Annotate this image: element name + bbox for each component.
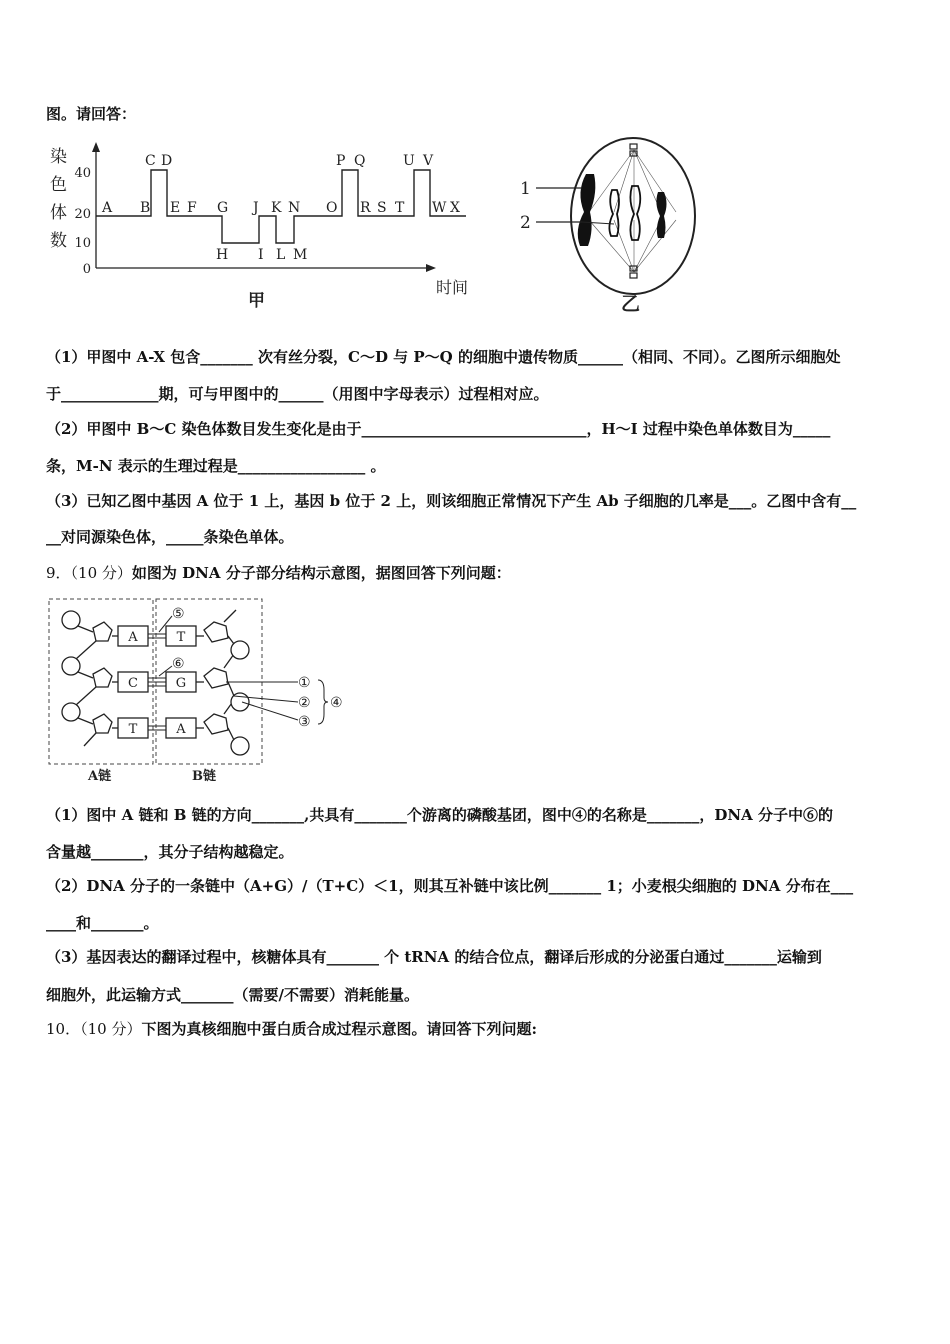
q9-title: 如图为 DNA 分子部分结构示意图，据图回答下列问题： bbox=[131, 564, 511, 582]
fig-jia-letter-E: E bbox=[170, 200, 181, 216]
q9-part3-line2: 细胞外，此运输方式_______（需要/不需要）消耗能量。 bbox=[46, 986, 419, 1004]
label-3: ③ bbox=[298, 714, 311, 730]
phosphate-b2-icon bbox=[231, 693, 249, 711]
q9-heading bbox=[46, 562, 511, 583]
fig-jia-letter-K: K bbox=[271, 200, 282, 216]
q8-part2-line2: 条，M-N 表示的生理过程是_________________ 。 bbox=[46, 457, 386, 475]
base-b2-label: G bbox=[175, 676, 187, 691]
q9-part2-line1: （2）DNA 分子的一条链中（A+G）/（T+C）＜1，则其互补链中该比例_______ 1；小麦根尖细胞的 DNA 分布在___ bbox=[46, 877, 854, 895]
fig-jia-letter-F: F bbox=[187, 200, 197, 216]
fig-jia-ytick-10: 10 bbox=[74, 236, 91, 251]
fig-jia-ylabel-2: 色 bbox=[50, 175, 67, 195]
q9-part2-line2: ____和_______。 bbox=[46, 914, 159, 932]
phosphate-a2-icon bbox=[62, 657, 80, 675]
fig-jia-letter-J: J bbox=[253, 200, 259, 216]
intro-text: 图。请回答： bbox=[46, 105, 137, 123]
q8-part3-line2: __对同源染色体，_____条染色单体。 bbox=[46, 528, 294, 546]
fig-jia-letter-T: T bbox=[395, 200, 405, 216]
fig-jia-letter-B: B bbox=[140, 200, 151, 216]
fig-jia-letter-P: P bbox=[336, 153, 346, 169]
q9-part1-line1: （1）图中 A 链和 B 链的方向_______,共具有_______个游离的磷酸基团，图中④的名称是_______，DNA 分子中⑥的 bbox=[46, 806, 833, 824]
fig-jia-letter-M: M bbox=[293, 247, 308, 263]
fig-yi-label-2: 2 bbox=[520, 213, 531, 233]
fig-jia-letter-O: O bbox=[326, 200, 338, 216]
chromosome-4-icon bbox=[656, 192, 666, 238]
phosphate-b3-icon bbox=[231, 737, 249, 755]
phosphate-a1-icon bbox=[62, 611, 80, 629]
q8-part1-line2: 于_____________期，可与甲图中的______（用图中字母表示）过程相对应。 bbox=[46, 385, 549, 403]
chromosome-3-icon bbox=[630, 186, 640, 240]
fig-jia-ytick-0: 0 bbox=[82, 262, 91, 277]
fig-jia-ylabel-4: 数 bbox=[50, 231, 67, 251]
sugar-a3-icon bbox=[93, 714, 112, 733]
figure-dna bbox=[46, 596, 356, 786]
phosphate-b1-icon bbox=[231, 641, 249, 659]
fig-jia-x-arrow bbox=[426, 264, 436, 272]
figure-yi bbox=[516, 132, 706, 316]
base-a1-label: A bbox=[128, 630, 138, 645]
fig-jia-letter-V: V bbox=[423, 153, 434, 169]
fig-jia-letter-I: I bbox=[258, 247, 264, 263]
fig-jia-letter-L: L bbox=[276, 247, 286, 263]
fig-jia-letter-N: N bbox=[288, 200, 301, 216]
fig-jia-letter-A: A bbox=[102, 200, 113, 216]
fig-jia-letter-R: R bbox=[360, 200, 371, 216]
fig-jia-xlabel: 时间 bbox=[436, 278, 469, 297]
fig-jia-ylabel-3: 体 bbox=[50, 203, 67, 223]
chromosome-1-icon bbox=[578, 174, 596, 246]
sugar-a1-icon bbox=[93, 622, 112, 641]
q8-part3-line1: （3）已知乙图中基因 A 位于 1 上，基因 b 位于 2 上，则该细胞正常情况下产生 Ab 子细胞的几率是___。乙图中含有__ bbox=[46, 492, 857, 510]
q8-part1-line1: （1）甲图中 A-X 包含_______ 次有丝分裂，C～D 与 P～Q 的细胞中遗传物质______（相同、不同）。乙图所示细胞处 bbox=[46, 348, 841, 366]
chromosome-2-icon bbox=[609, 190, 619, 236]
fig-jia-letter-Q: Q bbox=[354, 153, 366, 169]
label-6: ⑥ bbox=[172, 656, 185, 672]
fig-jia-letter-X: X bbox=[450, 200, 460, 216]
fig-jia-letter-C: C bbox=[145, 153, 156, 169]
sugar-b2-icon bbox=[204, 668, 228, 688]
label-5: ⑤ bbox=[172, 606, 185, 622]
fig-jia-ytick-20: 20 bbox=[74, 207, 91, 222]
fig-yi-caption: 乙 bbox=[621, 293, 641, 315]
label-1: ① bbox=[298, 675, 311, 691]
fig-jia-y-arrow bbox=[92, 142, 100, 152]
fig-jia-letter-H: H bbox=[216, 247, 229, 263]
base-a2-label: C bbox=[128, 676, 138, 691]
strand-b-label: B链 bbox=[192, 769, 216, 784]
base-a3-label: T bbox=[128, 722, 138, 737]
fig-jia-letter-W: W bbox=[432, 200, 447, 216]
base-b3-label: A bbox=[176, 722, 186, 737]
phosphate-a3-icon bbox=[62, 703, 80, 721]
q10-number: 10．（10 分） bbox=[46, 1020, 142, 1038]
sugar-a2-icon bbox=[93, 668, 112, 687]
q9-part1-line2: 含量越_______，其分子结构越稳定。 bbox=[46, 843, 294, 861]
label-2: ② bbox=[298, 695, 311, 711]
fig-jia-ylabel-1: 染 bbox=[50, 147, 67, 167]
strand-a-label: A链 bbox=[88, 769, 112, 784]
q10-heading bbox=[46, 1018, 537, 1039]
q9-number: 9．（10 分） bbox=[46, 564, 132, 582]
fig-yi-label-1: 1 bbox=[520, 179, 531, 199]
base-b1-label: T bbox=[176, 630, 186, 645]
q8-part2-line1: （2）甲图中 B～C 染色体数目发生变化是由于______________________________，H～I 过程中染色单体数目为_____ bbox=[46, 420, 831, 438]
fig-jia-letter-D: D bbox=[161, 153, 173, 169]
sugar-b3-icon bbox=[204, 714, 228, 734]
fig-jia-letter-G: G bbox=[217, 200, 229, 216]
q9-part3-line1: （3）基因表达的翻译过程中，核糖体具有_______ 个 tRNA 的结合位点，翻译后形成的分泌蛋白通过_______运输到 bbox=[46, 948, 822, 966]
fig-jia-caption: 甲 bbox=[248, 291, 265, 311]
figure-jia bbox=[44, 138, 484, 314]
label-4: ④ bbox=[330, 695, 343, 711]
sugar-b1-icon bbox=[204, 622, 228, 642]
q10-title: 下图为真核细胞中蛋白质合成过程示意图。请回答下列问题: bbox=[141, 1020, 537, 1038]
fig-jia-letter-U: U bbox=[403, 153, 415, 169]
fig-jia-letter-S: S bbox=[377, 200, 387, 216]
fig-jia-ytick-40: 40 bbox=[74, 166, 91, 181]
